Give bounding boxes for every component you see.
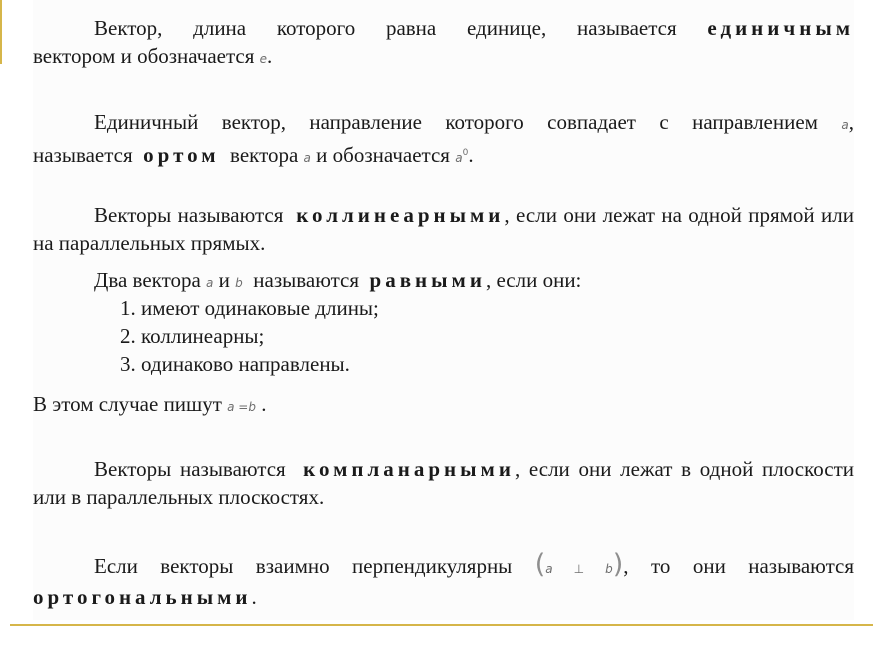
text: , если они лежат на одной прямой или на параллельных прямых. [33,203,854,255]
text: вектора [230,143,299,167]
text: и [218,268,230,292]
term-collinear: коллинеарными [296,203,505,227]
formula-a-perp-b: a ⊥ b [545,562,613,576]
text: . [267,44,273,68]
paragraph-orthogonal [33,551,854,611]
formula-a-equals-b: a =b [227,400,256,414]
paragraph-equal-vectors [33,266,854,297]
paragraph-ort [33,108,854,172]
vector-a-symbol: a [303,151,311,165]
conditions-list [110,294,379,378]
text: Два вектора [94,268,201,292]
text: Векторы называются [94,203,284,227]
bottom-accent-line [10,624,873,626]
term-equal: равными [369,268,486,292]
paragraph-collinear [33,201,854,257]
left-accent-line [0,0,2,64]
vector-e-symbol: e [259,52,268,66]
left-paren: ( [534,549,546,580]
vector-b-symbol: b [235,276,243,290]
text: называется [33,143,133,167]
text: Единичный вектор, направление которого совпадает с направлением [94,110,818,134]
text: вектором и обозначается [33,44,255,68]
text: . [261,392,267,416]
vector-a0-symbol [455,148,469,165]
term-ort: ортом [143,143,220,167]
term-orthogonal: ортогональными [33,585,252,609]
text: и обозначается [316,143,450,167]
right-paren: ) [612,549,624,580]
list-item: 2. коллинеарны; [141,322,379,350]
text: . [468,143,474,167]
vector-a-symbol: a [206,276,214,290]
text: , то они называются [623,554,855,578]
term-unit: единичным [707,16,855,40]
list-item: 1. имеют одинаковые длины; [141,294,379,322]
text: В этом случае пишут [33,392,222,416]
superscript-zero: 0 [462,148,469,158]
paragraph-coplanar [33,455,854,511]
text: . [251,585,257,609]
text: , если они лежат в одной плоскости или в параллельных плоскостях. [33,457,855,509]
paragraph-notation [33,390,854,421]
vector-a-symbol: a [841,118,849,132]
text: Векторы называются [94,457,286,481]
text: , [848,110,855,134]
term-coplanar: компланарными [303,457,515,481]
vector-a-letter: a [455,151,463,165]
text: Вектор, длина которого равна единице, называется [94,16,677,40]
paragraph-unit-vector [33,14,854,73]
text: Если векторы взаимно перпендикулярны [94,554,513,578]
text: называются [253,268,360,292]
text: , если они: [485,268,582,292]
list-item: 3. одинаково направлены. [141,350,379,378]
